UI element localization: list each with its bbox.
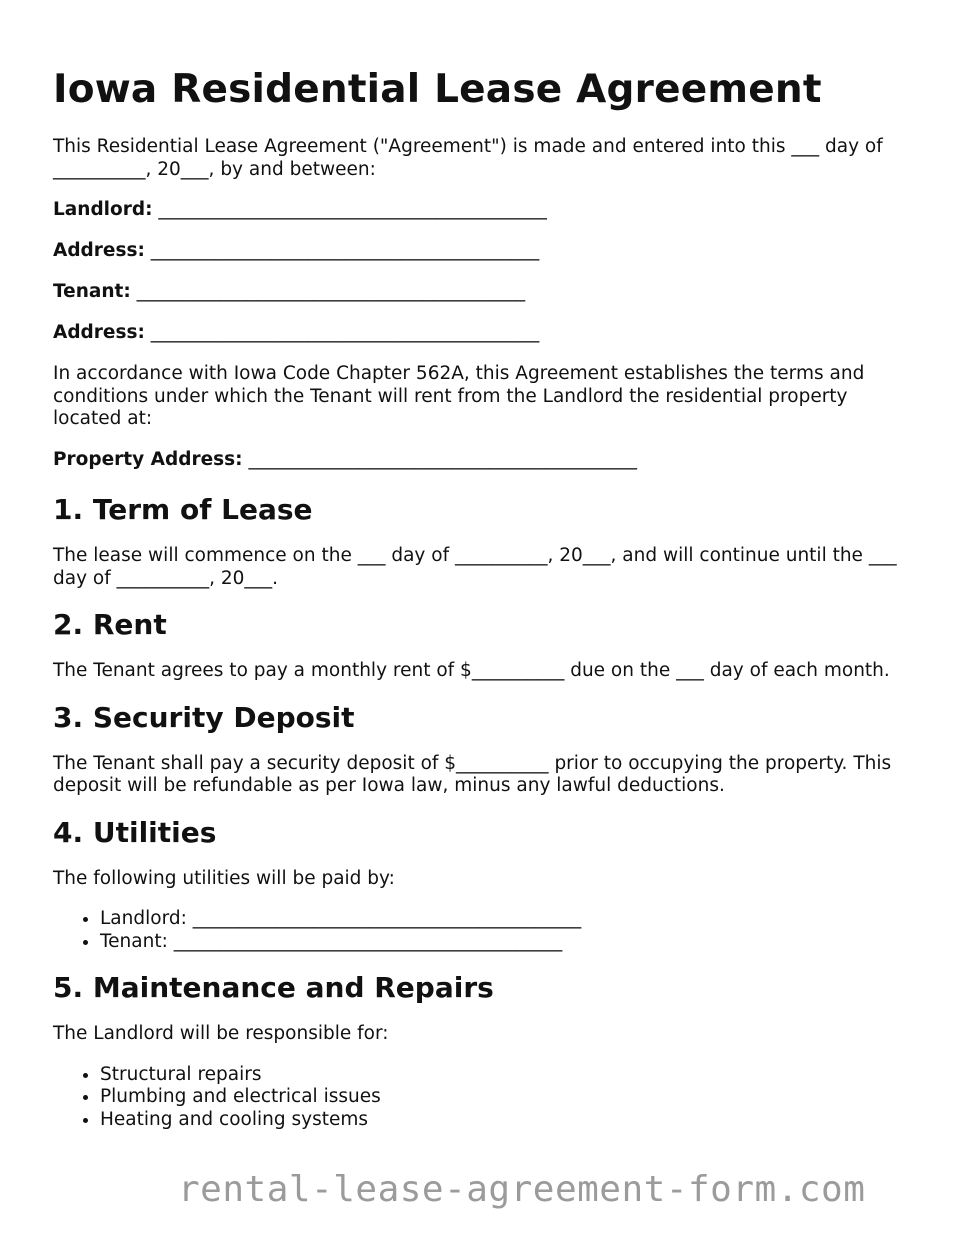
tenant-label: Tenant: bbox=[53, 281, 131, 302]
section-body-rent: The Tenant agrees to pay a monthly rent of $__________ due on the ___ day of each month. bbox=[53, 660, 890, 681]
property-address-field bbox=[53, 449, 913, 472]
document-page bbox=[53, 66, 913, 1149]
tenant-address-blank: __________________________________________ bbox=[150, 322, 540, 343]
landlord-address-blank: __________________________________________ bbox=[150, 240, 540, 261]
tenant-blank: __________________________________________ bbox=[136, 281, 526, 302]
utilities-list bbox=[53, 908, 913, 953]
property-address-blank: __________________________________________ bbox=[248, 448, 637, 470]
landlord-address-field bbox=[53, 240, 913, 263]
section-body-maintenance: The Landlord will be responsible for: bbox=[53, 1023, 389, 1044]
section-heading-utilities: 4. Utilities bbox=[53, 815, 217, 849]
tenant-address-label: Address: bbox=[53, 322, 145, 343]
list-item: • Heating and cooling systems bbox=[100, 1109, 913, 1132]
landlord-field bbox=[53, 199, 913, 222]
section-heading-maintenance: 5. Maintenance and Repairs bbox=[53, 971, 494, 1004]
section-heading-rent: 2. Rent bbox=[53, 608, 167, 641]
landlord-label: Landlord: bbox=[53, 199, 153, 220]
list-item: • Tenant: __________________________________________ bbox=[100, 931, 913, 954]
document-title: Iowa Residential Lease Agreement bbox=[53, 67, 822, 112]
list-item: • Structural repairs bbox=[100, 1064, 913, 1087]
tenant-address-field bbox=[53, 322, 913, 345]
watermark-text: rental-lease-agreement-form.com bbox=[178, 1169, 866, 1210]
section-heading-term: 1. Term of Lease bbox=[53, 493, 313, 526]
section-body-term: The lease will commence on the ___ day of __________, 20___, and will continue until the ___ day of __________, 20___. bbox=[53, 545, 897, 589]
maintenance-list bbox=[53, 1064, 913, 1132]
section-body-deposit: The Tenant shall pay a security deposit of $__________ prior to occupying the property. This deposit will be refundable as per Iowa law, minus any lawful deductions. bbox=[53, 752, 892, 796]
accordance-paragraph: In accordance with Iowa Code Chapter 562A, this Agreement establishes the terms and conditions under which the Tenant will rent from the Landlord the residential property located at: bbox=[53, 363, 865, 429]
intro-paragraph: This Residential Lease Agreement ("Agreement") is made and entered into this ___ day of __________, 20___, by and between: bbox=[53, 136, 883, 180]
section-heading-deposit: 3. Security Deposit bbox=[53, 700, 355, 734]
landlord-blank: __________________________________________ bbox=[158, 199, 547, 220]
list-item: • Landlord: __________________________________________ bbox=[100, 908, 913, 931]
property-address-label: Property Address: bbox=[53, 448, 243, 470]
section-body-utilities: The following utilities will be paid by: bbox=[53, 867, 395, 889]
list-item: • Plumbing and electrical issues bbox=[100, 1086, 913, 1109]
tenant-field bbox=[53, 281, 913, 304]
landlord-address-label: Address: bbox=[53, 240, 145, 261]
